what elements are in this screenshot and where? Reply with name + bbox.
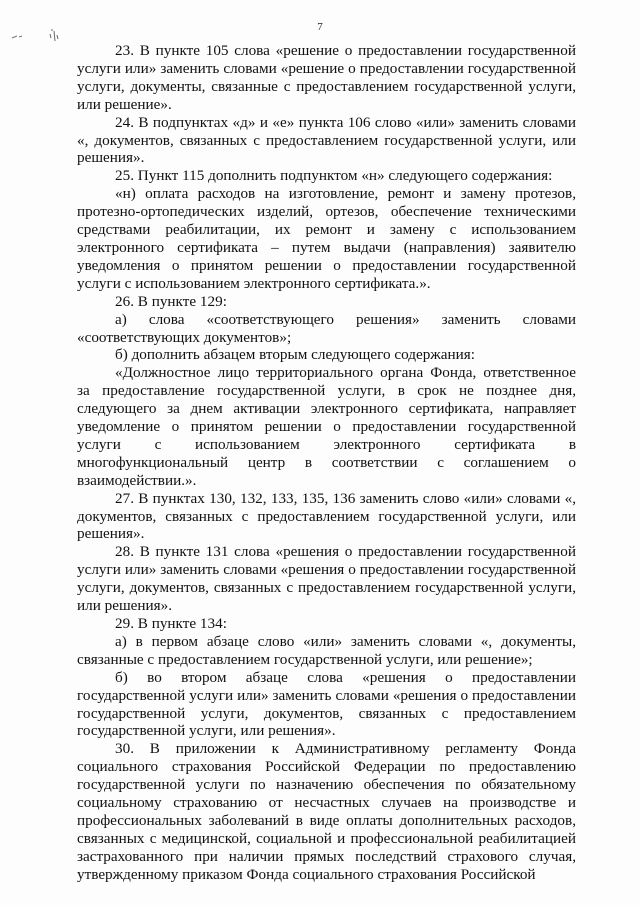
- paragraph-27: 27. В пунктах 130, 132, 133, 135, 136 заменить слово «или» словами «, документов, связанных с предоставлением государственной услуги, или решения».: [77, 489, 576, 543]
- paragraph-24: 24. В подпунктах «д» и «е» пункта 106 слово «или» заменить словами «, документов, связанных с предоставлением государственной услуги, или решения».: [77, 113, 576, 167]
- paragraph-25: 25. Пункт 115 дополнить подпунктом «н» следующего содержания:: [115, 167, 553, 185]
- paragraph-29-subpoint-b: б) во втором абзаце слова «решения о предоставлении государственной услуги или» заменить словами «решения о предоставлении государственной услуги, документов, связанных с предоставлением государственной услуги, или решения».: [77, 668, 576, 740]
- paragraph-29: 29. В пункте 134:: [115, 615, 227, 632]
- paragraph-26-subpoint-b: б) дополнить абзацем вторым следующего содержания:: [115, 346, 475, 364]
- paragraph-26: 26. В пункте 129:: [115, 292, 227, 310]
- page-number: 7: [317, 21, 323, 33]
- paragraph-29-subpoint-a: а) в первом абзаце слово «или» заменить словами «, документы, связанные с предоставлением государственной услуги, или решение»;: [77, 632, 576, 668]
- paragraph-28: 28. В пункте 131 слова «решения о предоставлении государственной услуги или» заменить словами «решения о предоставлении государственной услуги, документов, связанных с предоставлением государственной услуги, или решения».: [77, 543, 576, 615]
- scan-artifact-marks: [10, 26, 64, 46]
- paragraph-25-subpoint-n: «н) оплата расходов на изготовление, ремонт и замену протезов, протезно-ортопедических изделий, ортезов, обеспечение техническими средствами реабилитации, их ремонт и замену с использованием электронного сертификата – путем выдачи (направления) заявителю уведомления о принятом решении о предоставлении государственной услуги с использованием электронного сертификата.».: [77, 185, 576, 292]
- paragraph-30: 30. В приложении к Административному регламенту Фонда социального страхования Российской Федерации по предоставлению государственной услуги по назначению обеспечения по обязательному социальному страхованию от несчастных случаев на производстве и профессиональных заболеваний в виде оплаты дополнительных расходов, связанных с медицинской, социальной и профессиональной реабилитацией застрахованного при наличии прямых последствий страхового случая, утвержденному приказом Фонда социального страхования Российской: [77, 740, 576, 883]
- paragraph-23: 23. В пункте 105 слова «решение о предоставлении государственной услуги или» заменить словами «решение о предоставлении государственной услуги, документы, связанные с предоставлением государственной услуги, или решение».: [77, 42, 576, 113]
- paragraph-26-quote: «Должностное лицо территориального органа Фонда, ответственное за предоставление государственной услуги, в срок не позднее дня, следующего за днем активации электронного сертификата, направляет уведомление о принятом решении о предоставлении государственной услуги с использованием электронного сертификата в многофункциональный центр в соответствии с соглашением о взаимодействии.».: [77, 364, 576, 489]
- paragraph-26-subpoint-a: а) слова «соответствующего решения» заменить словами «соответствующих документов»;: [77, 310, 576, 346]
- document-body: [77, 42, 576, 884]
